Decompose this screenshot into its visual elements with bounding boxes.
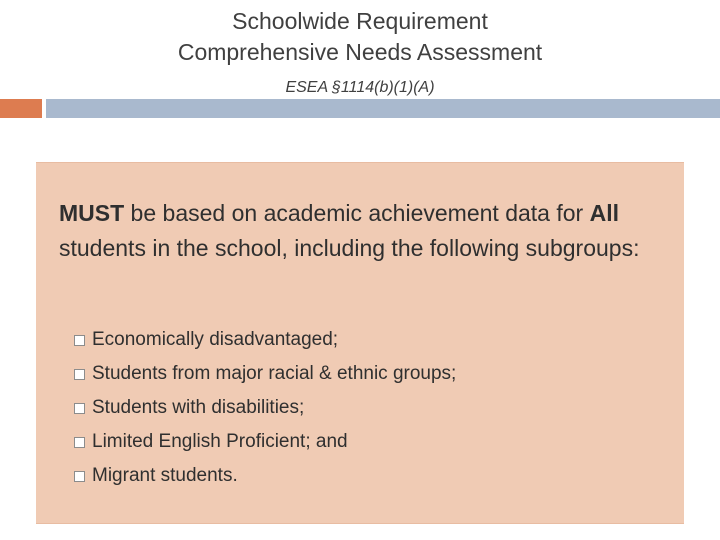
- list-item-label: Students from major racial & ethnic groups;: [92, 363, 457, 384]
- checkbox-square-icon: [74, 403, 85, 414]
- checkbox-square-icon: [74, 369, 85, 380]
- accent-bar-orange: [0, 99, 42, 118]
- lead-strong-must: MUST: [59, 200, 125, 226]
- page-title: [0, 6, 720, 68]
- checkbox-square-icon: [74, 437, 85, 448]
- checkbox-square-icon: [74, 471, 85, 482]
- list-item: [74, 459, 456, 493]
- list-item-label: Limited English Proficient; and: [92, 431, 348, 452]
- list-item: [74, 425, 456, 459]
- lead-text-1: be based on academic achievement data for: [124, 200, 590, 226]
- lead-text-2: students in the school, including the following subgroups:: [59, 235, 640, 261]
- title-line-2: Comprehensive Needs Assessment: [177, 39, 543, 65]
- list-item: [74, 391, 456, 425]
- lead-strong-all: All: [589, 200, 619, 226]
- list-item: [74, 323, 456, 357]
- title-line-1: Schoolwide Requirement: [232, 8, 488, 34]
- content-box: [36, 162, 684, 524]
- lead-paragraph: [59, 196, 669, 266]
- page-subtitle: ESEA §1114(b)(1)(A): [285, 79, 435, 96]
- list-item: [74, 357, 456, 391]
- subgroup-list: [74, 323, 456, 493]
- list-item-label: Migrant students.: [92, 465, 238, 486]
- checkbox-square-icon: [74, 335, 85, 346]
- list-item-label: Students with disabilities;: [92, 397, 305, 418]
- list-item-label: Economically disadvantaged;: [92, 329, 339, 350]
- accent-bar-blue: [46, 99, 720, 118]
